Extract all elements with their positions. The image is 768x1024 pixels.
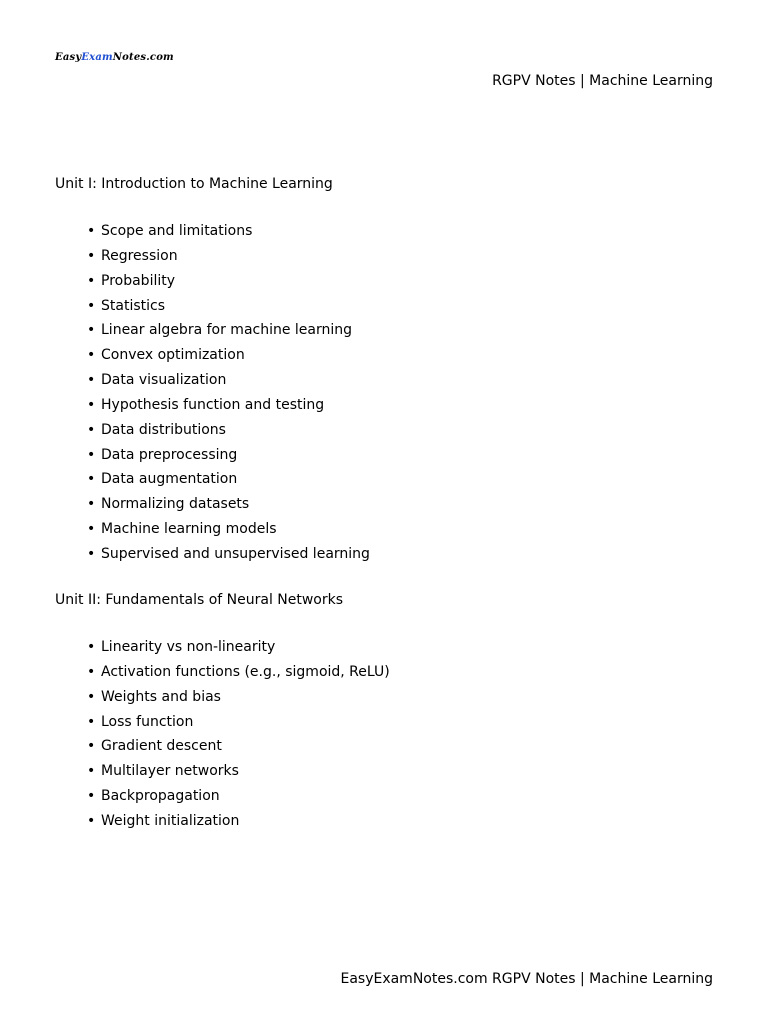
list-item-label: Regression (101, 247, 178, 264)
bullet-icon: • (87, 788, 96, 805)
unit-2-topic-list (87, 638, 390, 837)
unit-1-heading: Unit I: Introduction to Machine Learning (55, 176, 333, 192)
bullet-icon: • (87, 688, 96, 705)
list-item (87, 396, 370, 421)
bullet-icon: • (87, 763, 96, 780)
list-item-label: Multilayer networks (101, 763, 239, 780)
list-item (87, 520, 370, 545)
logo-text-easy: Easy (55, 52, 82, 63)
list-item (87, 787, 390, 812)
list-item-label: Gradient descent (101, 738, 222, 755)
list-item-label: Probability (101, 272, 176, 289)
list-item (87, 688, 390, 713)
list-item-label: Data augmentation (101, 471, 238, 488)
bullet-icon: • (87, 297, 96, 314)
bullet-icon: • (87, 446, 96, 463)
list-item (87, 222, 370, 247)
list-item (87, 470, 370, 495)
bullet-icon: • (87, 521, 96, 538)
list-item-label: Machine learning models (101, 521, 277, 538)
list-item (87, 272, 370, 297)
list-item-label: Data preprocessing (101, 446, 238, 463)
list-item-label: Linearity vs non-linearity (101, 639, 276, 655)
list-item-label: Weights and bias (101, 688, 221, 705)
list-item-label: Linear algebra for machine learning (101, 322, 353, 339)
list-item-label: Convex optimization (101, 347, 245, 364)
bullet-icon: • (87, 421, 96, 438)
list-item-label: Data distributions (101, 421, 226, 438)
list-item-label: Activation functions (e.g., sigmoid, ReLU) (101, 663, 390, 680)
list-item (87, 297, 370, 322)
page-header-title: RGPV Notes | Machine Learning (492, 73, 713, 89)
list-item-label: Hypothesis function and testing (101, 396, 325, 413)
list-item (87, 321, 370, 346)
bullet-icon: • (87, 738, 96, 755)
list-item (87, 421, 370, 446)
bullet-icon: • (87, 545, 96, 562)
bullet-icon: • (87, 396, 96, 413)
unit-1-topic-list (87, 222, 370, 570)
list-item (87, 346, 370, 371)
list-item-label: Data visualization (101, 372, 227, 389)
bullet-icon: • (87, 223, 96, 239)
bullet-icon: • (87, 247, 96, 264)
list-item-label: Scope and limitations (101, 223, 253, 239)
bullet-icon: • (87, 471, 96, 488)
list-item-label: Normalizing datasets (101, 496, 250, 513)
bullet-icon: • (87, 639, 96, 655)
bullet-icon: • (87, 496, 96, 513)
list-item (87, 545, 370, 570)
bullet-icon: • (87, 347, 96, 364)
bullet-icon: • (87, 812, 96, 829)
logo-text-exam: Exam (81, 52, 113, 63)
list-item (87, 762, 390, 787)
list-item (87, 371, 370, 396)
list-item-label: Backpropagation (101, 788, 220, 805)
list-item-label: Weight initialization (101, 812, 240, 829)
unit-2-heading: Unit II: Fundamentals of Neural Networks (55, 592, 344, 608)
page-footer: EasyExamNotes.com RGPV Notes | Machine Learning (340, 971, 713, 987)
bullet-icon: • (87, 372, 96, 389)
bullet-icon: • (87, 272, 96, 289)
list-item-label: Supervised and unsupervised learning (101, 545, 370, 562)
bullet-icon: • (87, 322, 96, 339)
bullet-icon: • (87, 663, 96, 680)
logo-text-notes: Notes.com (112, 52, 174, 63)
list-item (87, 446, 370, 471)
list-item (87, 638, 390, 663)
list-item (87, 663, 390, 688)
list-item (87, 713, 390, 738)
list-item-label: Loss function (101, 713, 194, 730)
list-item (87, 812, 390, 837)
list-item (87, 495, 370, 520)
list-item (87, 247, 370, 272)
bullet-icon: • (87, 713, 96, 730)
list-item-label: Statistics (101, 297, 165, 314)
list-item (87, 737, 390, 762)
site-logo (55, 52, 174, 63)
